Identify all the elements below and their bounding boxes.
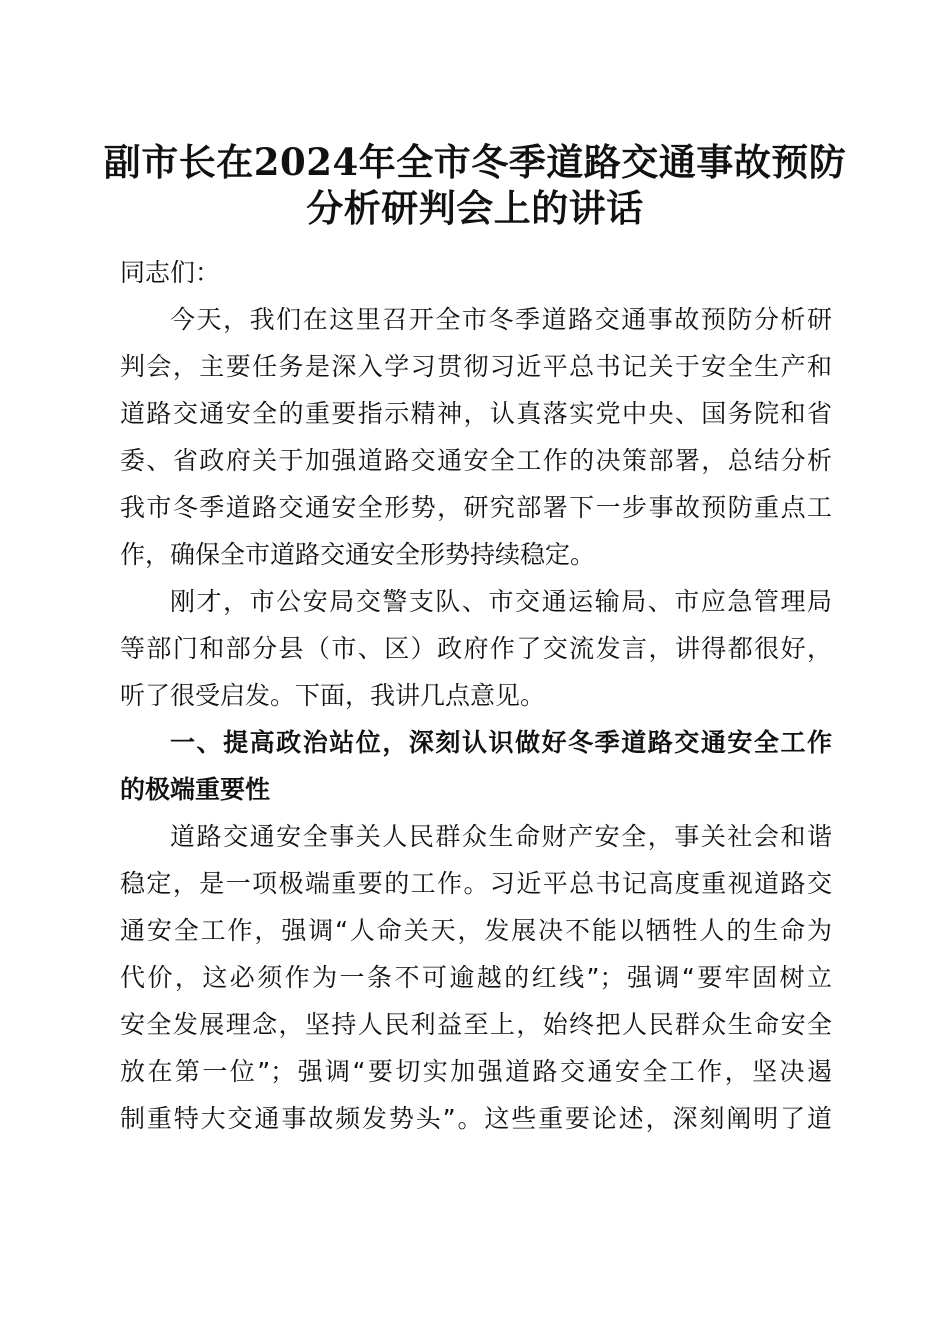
paragraph-2-line: 听了很受启发。下面，我讲几点意见。 <box>120 681 546 710</box>
section-1-paragraph-line: 制重特大交通事故频发势头”。这些重要论述，深刻阐明了道 <box>120 1104 832 1133</box>
salutation: 同志们： <box>120 258 221 287</box>
paragraph-1-line: 判会，主要任务是深入学习贯彻习近平总书记关于安全生产和 <box>120 352 832 381</box>
paragraph-1-line: 委、省政府关于加强道路交通安全工作的决策部署，总结分析 <box>120 446 832 475</box>
section-1-paragraph-line: 代价，这必须作为一条不可逾越的红线”；强调“要牢固树立 <box>120 963 832 992</box>
paragraph-1-line: 作，确保全市道路交通安全形势持续稳定。 <box>120 540 596 569</box>
document-title-line-1: 副市长在2024年全市冬季道路交通事故预防 <box>103 140 847 184</box>
paragraph-2-line: 等部门和部分县（市、区）政府作了交流发言，讲得都很好， <box>120 634 832 663</box>
section-1-heading-line: 的极端重要性 <box>120 775 271 804</box>
section-1-paragraph-line: 稳定，是一项极端重要的工作。习近平总书记高度重视道路交 <box>120 869 832 898</box>
section-1-paragraph-line: 放在第一位”；强调“要切实加强道路交通安全工作，坚决遏 <box>120 1057 832 1086</box>
section-1-heading-line: 一、提高政治站位，深刻认识做好冬季道路交通安全工作 <box>170 728 832 757</box>
paragraph-2-line: 刚才，市公安局交警支队、市交通运输局、市应急管理局 <box>170 587 832 616</box>
section-1-paragraph-line: 道路交通安全事关人民群众生命财产安全，事关社会和谐 <box>170 822 832 851</box>
document-title-line-2: 分析研判会上的讲话 <box>306 186 644 230</box>
section-1-paragraph-line: 通安全工作，强调“人命关天，发展决不能以牺牲人的生命为 <box>120 916 832 945</box>
paragraph-1-line: 道路交通安全的重要指示精神，认真落实党中央、国务院和省 <box>120 399 832 428</box>
paragraph-1-line: 今天，我们在这里召开全市冬季道路交通事故预防分析研 <box>170 305 832 334</box>
paragraph-1-line: 我市冬季道路交通安全形势，研究部署下一步事故预防重点工 <box>120 493 832 522</box>
speech-body <box>120 249 832 1142</box>
section-1-paragraph-line: 安全发展理念，坚持人民利益至上，始终把人民群众生命安全 <box>120 1010 832 1039</box>
